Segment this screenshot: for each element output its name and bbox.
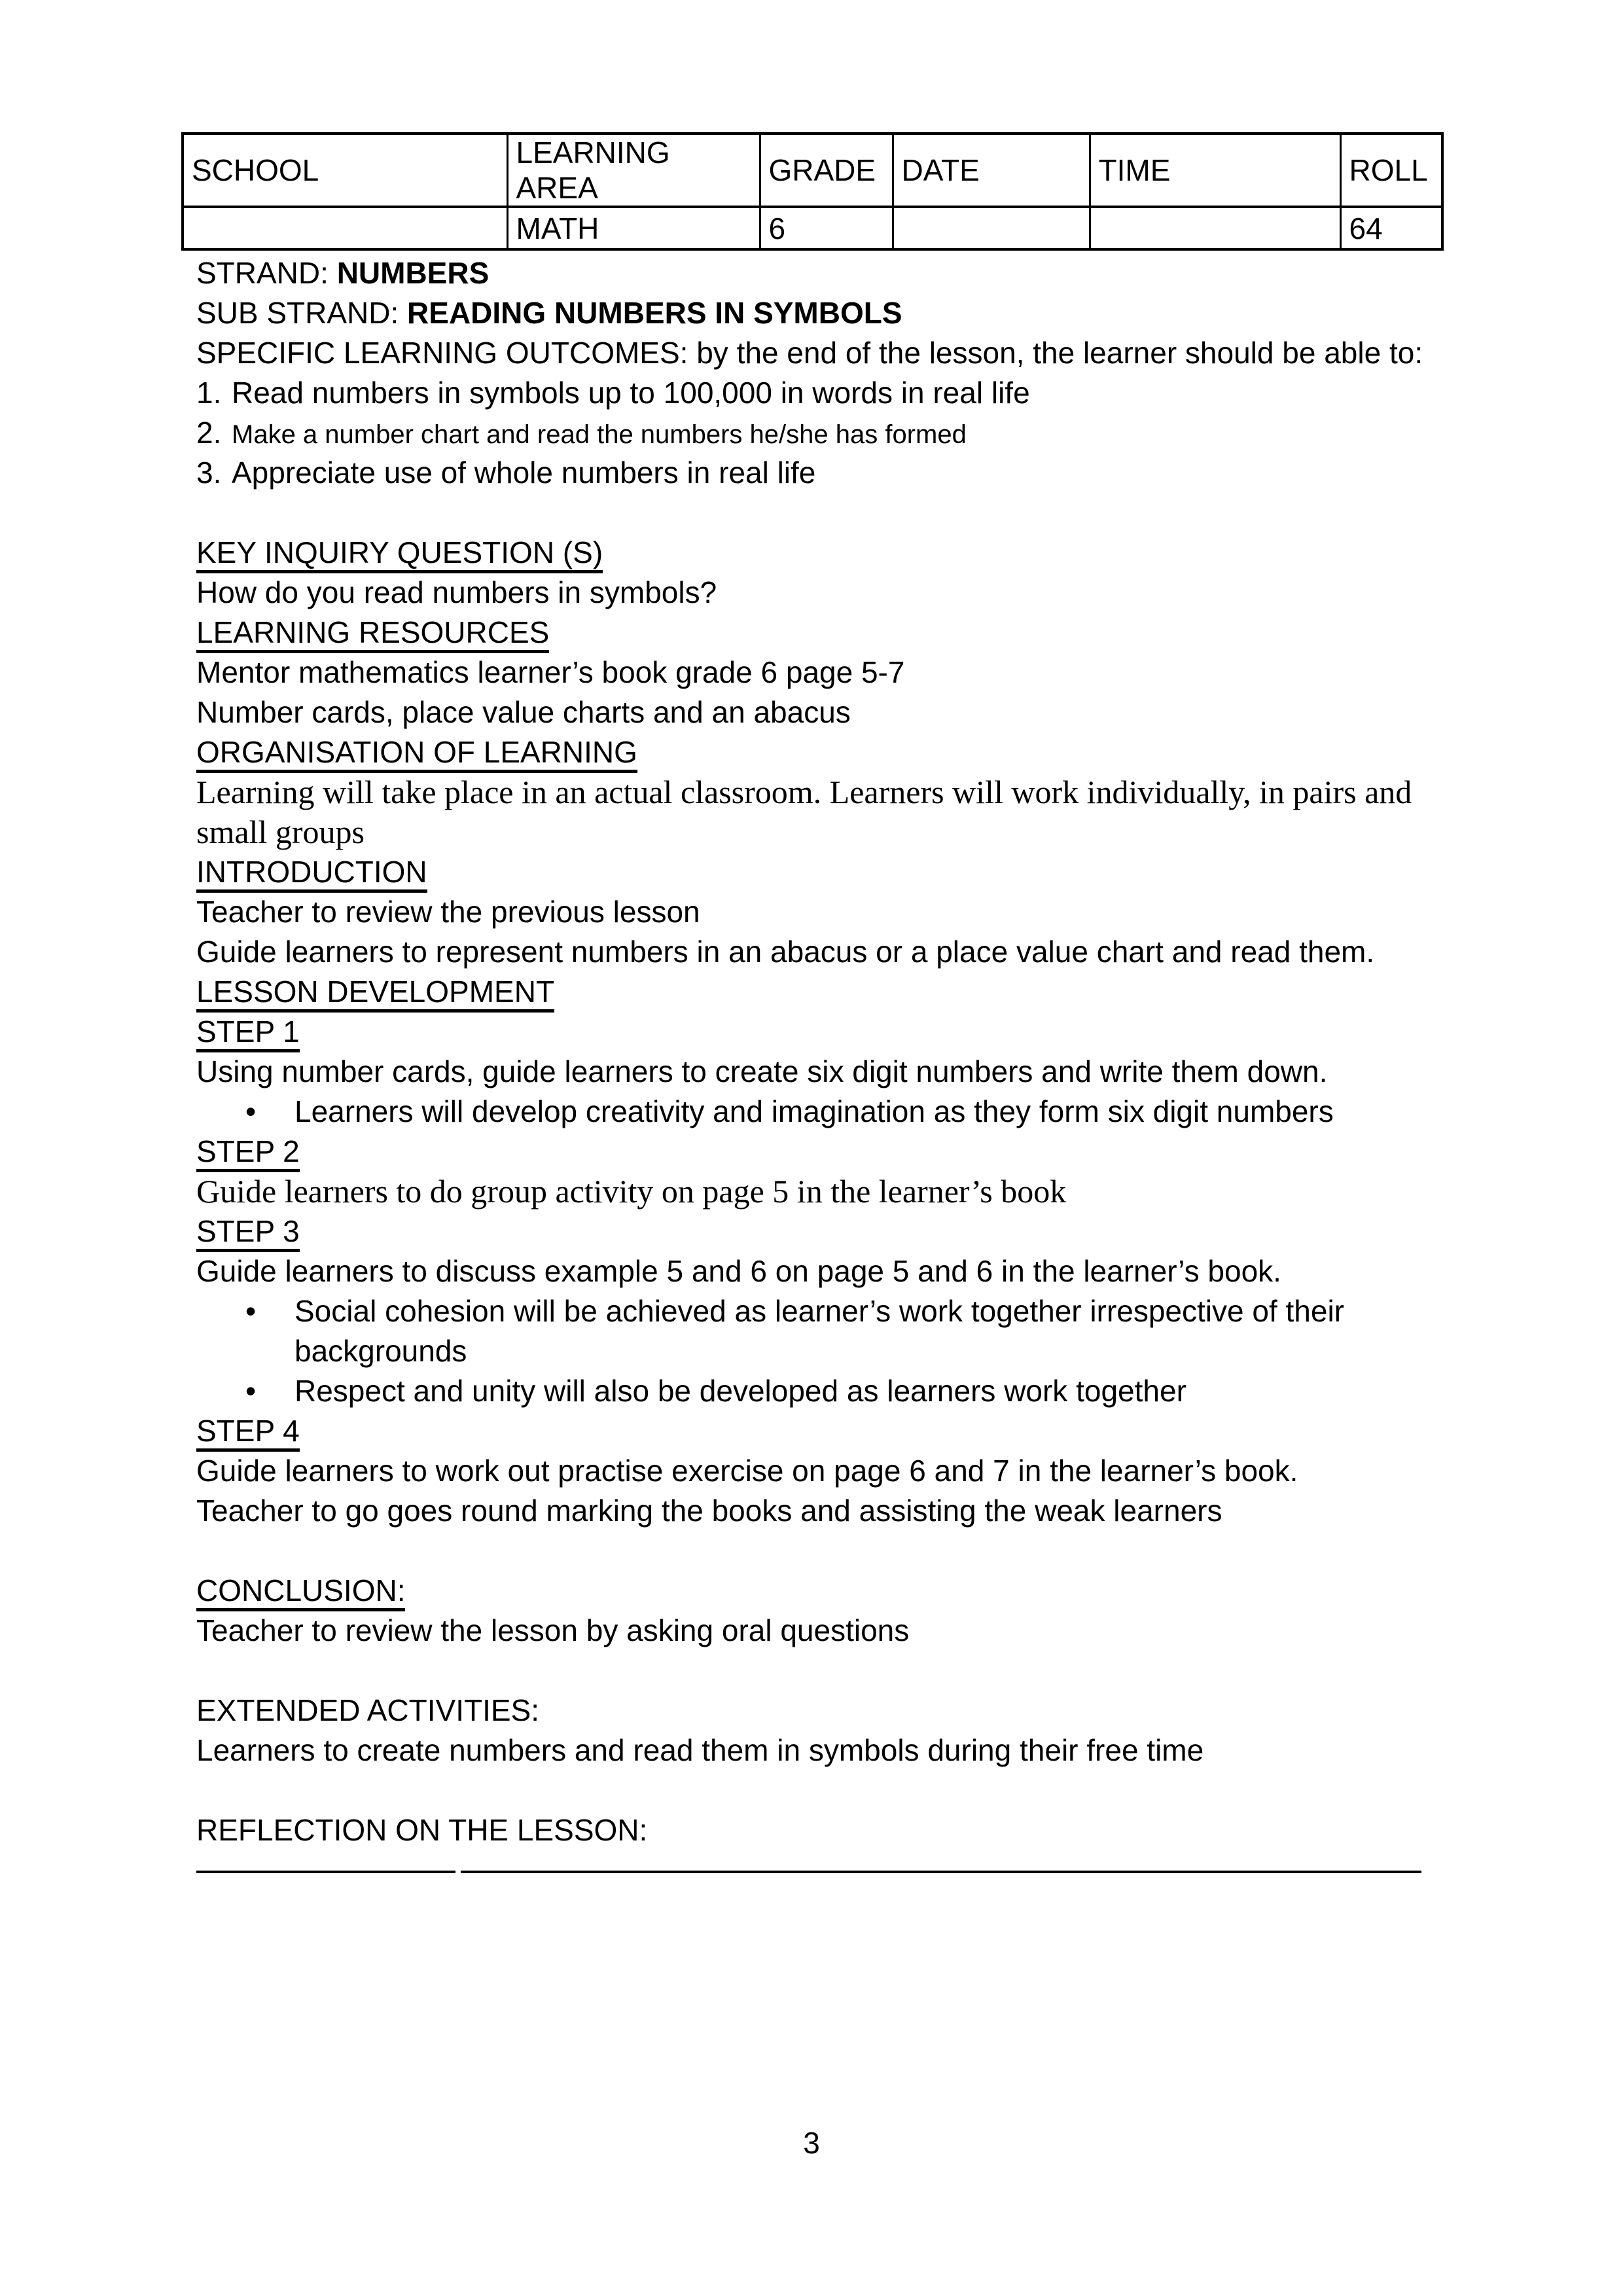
body-text: Teacher to review the lesson by asking oral questions	[196, 1613, 910, 1647]
step-heading: STEP 1	[196, 1012, 1427, 1052]
section-heading: ORGANISATION OF LEARNING	[196, 732, 1427, 772]
signature-line-segment	[196, 1871, 455, 1873]
header-row	[183, 134, 1442, 207]
body-text: Teacher to go goes round marking the books and assisting the weak learners	[196, 1494, 1222, 1528]
sub-strand-line: SUB STRAND: READING NUMBERS IN SYMBOLS	[196, 296, 902, 330]
outcomes-heading: SPECIFIC LEARNING OUTCOMES: by the end of the lesson, the learner should be able to:	[196, 336, 1423, 370]
blank-line	[196, 1651, 1427, 1691]
body-text: Guide learners to represent numbers in an abacus or a place value chart and read them.	[196, 935, 1375, 969]
page-number: 3	[803, 2126, 820, 2160]
step-heading: STEP 2	[196, 1132, 1427, 1172]
cell-learning-area: MATH	[507, 207, 760, 249]
strand-line: STRAND: NUMBERS	[196, 256, 490, 290]
body-text: Number cards, place value charts and an abacus	[196, 695, 851, 729]
col-grade: GRADE	[760, 134, 893, 207]
body-text: Mentor mathematics learner’s book grade 6 page 5-7	[196, 655, 905, 689]
cell-roll: 64	[1340, 207, 1442, 249]
section-heading-plain: EXTENDED ACTIVITIES:	[196, 1693, 539, 1727]
bullet-item: • Learners will develop creativity and imagination as they form six digit numbers	[196, 1092, 1427, 1132]
section-heading: INTRODUCTION	[196, 852, 1427, 892]
bullet-item-continuation: backgrounds	[294, 1334, 467, 1368]
bullet-item: • Social cohesion will be achieved as learner’s work together irrespective of their	[196, 1291, 1427, 1331]
bullet-icon: •	[245, 1374, 257, 1408]
cell-school	[183, 207, 507, 249]
bullet-item: • Respect and unity will also be developed as learners work together	[196, 1371, 1427, 1411]
step-heading: STEP 4	[196, 1411, 1427, 1451]
blank-line	[196, 1770, 1427, 1810]
blank-line	[196, 1531, 1427, 1571]
body-text: Learners to create numbers and read them in symbols during their free time	[196, 1733, 1204, 1767]
header-table	[181, 132, 1444, 251]
signature-line-segment	[461, 1871, 1421, 1873]
body-text: Guide learners to work out practise exercise on page 6 and 7 in the learner’s book.	[196, 1454, 1298, 1488]
outcome-item: 1. Read numbers in symbols up to 100,000 in words in real life	[196, 373, 1427, 413]
col-time: TIME	[1090, 134, 1340, 207]
body-text: small groups	[196, 814, 365, 850]
bullet-icon: •	[245, 1094, 257, 1128]
reflection-fill-in-line	[196, 1850, 1427, 1890]
body-text: Learning will take place in an actual classroom. Learners will work individually, in pairs and	[196, 774, 1412, 810]
list-number: 3.	[196, 456, 222, 490]
col-roll: ROLL	[1340, 134, 1442, 207]
body-text: Guide learners to discuss example 5 and 6 on page 5 and 6 in the learner’s book.	[196, 1254, 1281, 1288]
step-heading: STEP 3	[196, 1211, 1427, 1251]
section-heading: LESSON DEVELOPMENT	[196, 972, 1427, 1012]
body-text: Teacher to review the previous lesson	[196, 895, 700, 929]
section-heading: KEY INQUIRY QUESTION (S)	[196, 533, 1427, 573]
col-learning-area: LEARNING AREA	[507, 134, 760, 207]
outcome-item: 3. Appreciate use of whole numbers in real life	[196, 453, 1427, 493]
cell-date	[893, 207, 1090, 249]
body-text: Guide learners to do group activity on page 5 in the learner’s book	[196, 1173, 1067, 1210]
body-text: Using number cards, guide learners to create six digit numbers and write them down.	[196, 1054, 1328, 1088]
value-row	[183, 207, 1442, 249]
col-school: SCHOOL	[183, 134, 507, 207]
cell-time	[1090, 207, 1340, 249]
cell-grade: 6	[760, 207, 893, 249]
section-heading: CONCLUSION:	[196, 1571, 1427, 1611]
document-body	[196, 253, 1427, 1850]
bullet-icon: •	[245, 1294, 257, 1328]
body-text: How do you read numbers in symbols?	[196, 575, 717, 609]
list-number: 1.	[196, 376, 222, 410]
blank-line	[196, 493, 1427, 533]
section-heading-plain: REFLECTION ON THE LESSON:	[196, 1813, 648, 1847]
document-content	[192, 132, 1428, 1890]
col-date: DATE	[893, 134, 1090, 207]
list-number: 2.	[196, 416, 222, 450]
section-heading: LEARNING RESOURCES	[196, 613, 1427, 653]
outcome-item: 2. Make a number chart and read the numbers he/she has formed	[196, 413, 1427, 453]
